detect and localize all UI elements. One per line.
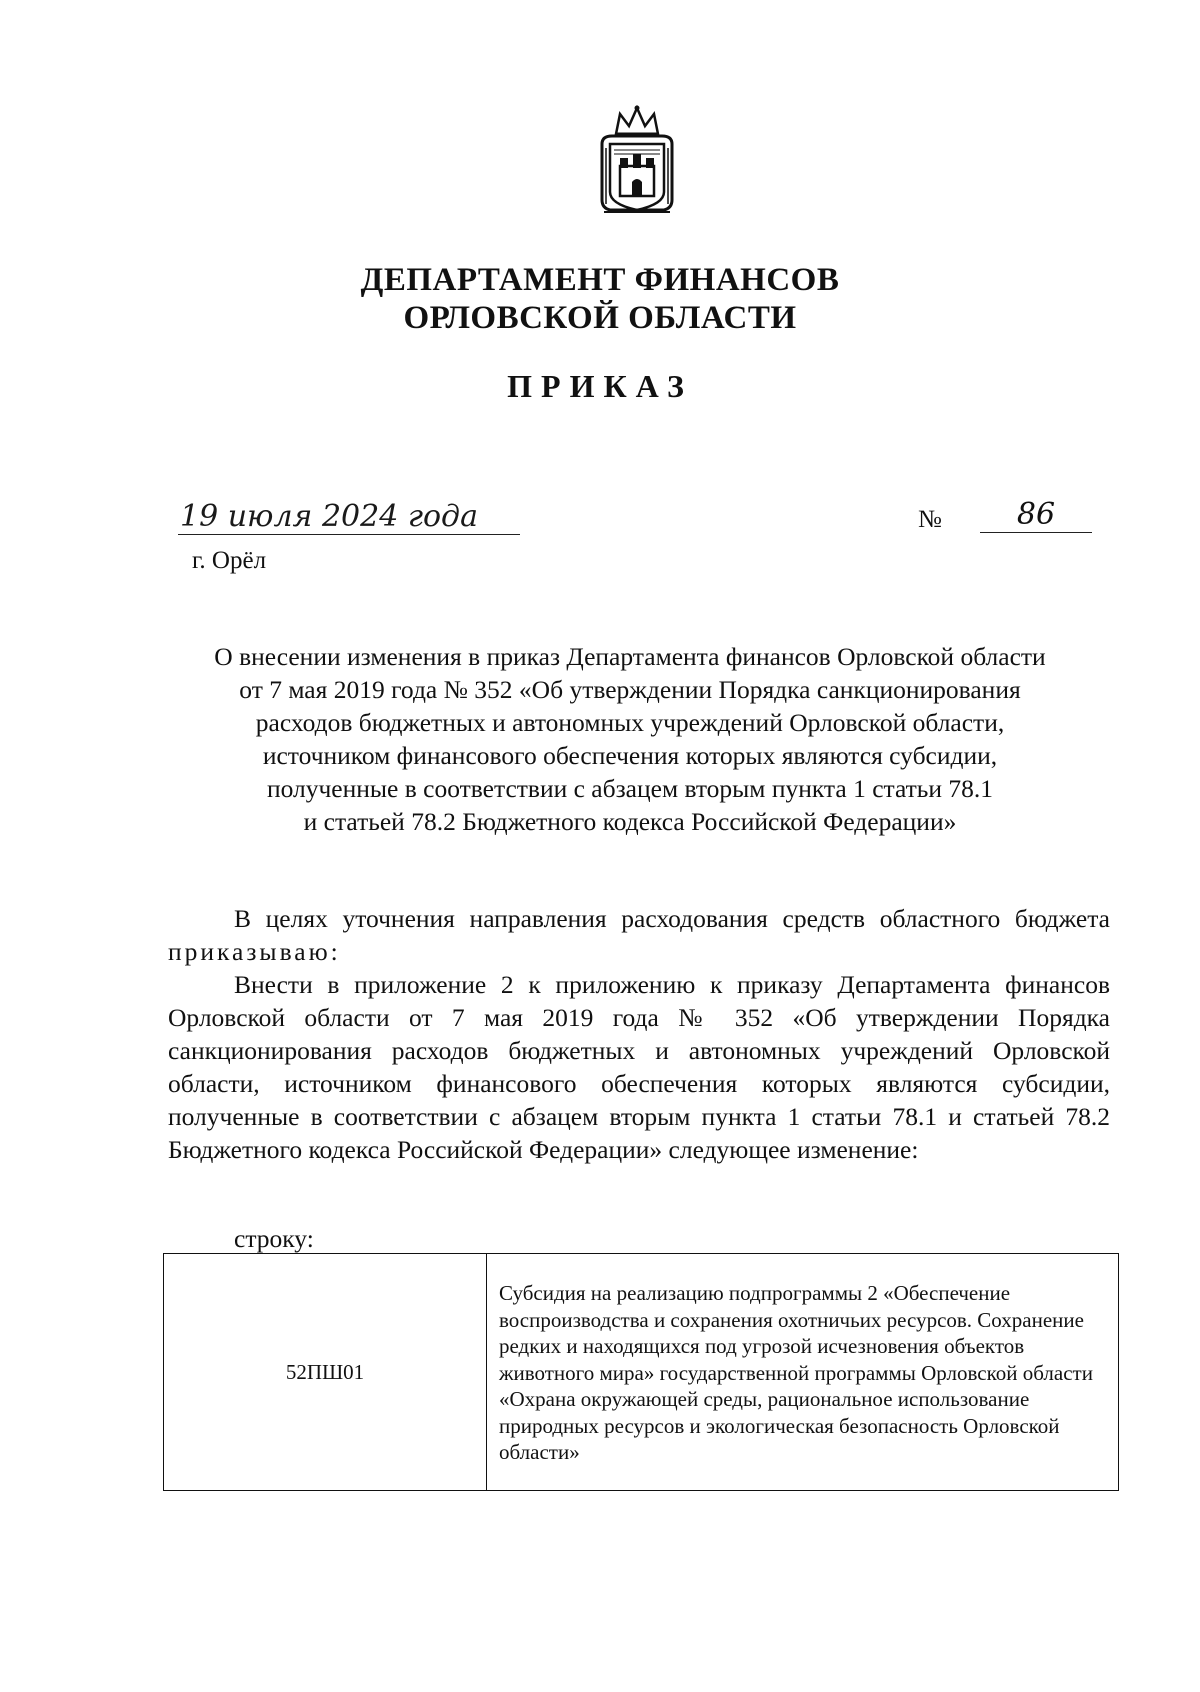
handwritten-order-number: 86 — [980, 498, 1092, 533]
row-label: строку: — [234, 1224, 314, 1253]
title-line: О внесении изменения в приказ Департамента финансов Орловской области — [214, 642, 1046, 671]
title-line: источником финансового обеспечения которых являются субсидии, — [262, 741, 998, 770]
subsidy-description-cell: Субсидия на реализацию подпрограммы 2 «Обеспечение воспроизводства и сохранения охотничьих ресурсов. Сохранение редких и находящихся под угрозой исчезновения объектов животного мира» государственной программы Орловской области «Охрана окружающей среды, рациональное использование природных ресурсов и экологическая безопасность Орловской области» — [487, 1254, 1119, 1491]
number-sign: № — [918, 506, 942, 533]
table-row — [164, 1254, 1119, 1491]
order-subject-title — [150, 640, 1110, 838]
order-paragraph: Внести в приложение 2 к приложению к приказу Департамента финансов Орловской области от 7 мая 2019 года № 352 «Об утверждении Порядка санкционирования расходов бюджетных и автономных учреждений Орловской области, источником финансового обеспечения которых являются субсидии, полученные в соответствии с абзацем вторым пункта 1 статьи 78.1 и статьей 78.2 Бюджетного кодекса Российской Федерации» следующее изменение: — [168, 970, 1110, 1164]
title-line: полученные в соответствии с абзацем вторым пункта 1 статьи 78.1 — [266, 774, 994, 803]
amended-row-table — [163, 1253, 1119, 1491]
department-name-line2: ОРЛОВСКОЙ ОБЛАСТИ — [403, 300, 797, 336]
title-line: расходов бюджетных и автономных учреждений Орловской области, — [255, 708, 1005, 737]
subsidy-code-cell: 52ПШ01 — [164, 1254, 487, 1491]
coat-of-arms-icon — [596, 104, 678, 222]
department-name-line1: ДЕПАРТАМЕНТ ФИНАНСОВ — [360, 262, 840, 298]
title-line: от 7 мая 2019 года № 352 «Об утверждении Порядка санкционирования — [239, 675, 1021, 704]
city-label: г. Орёл — [192, 547, 267, 574]
title-line: и статьей 78.2 Бюджетного кодекса Российской Федерации» — [303, 807, 957, 836]
order-verb: приказываю: — [168, 937, 341, 966]
handwritten-date: 19 июля 2024 года — [178, 500, 520, 535]
preamble-text: В целях уточнения направления расходования средств областного бюджета — [234, 904, 1110, 933]
preamble-paragraph — [168, 902, 1110, 968]
document-type-title: ПРИКАЗ — [507, 368, 693, 404]
